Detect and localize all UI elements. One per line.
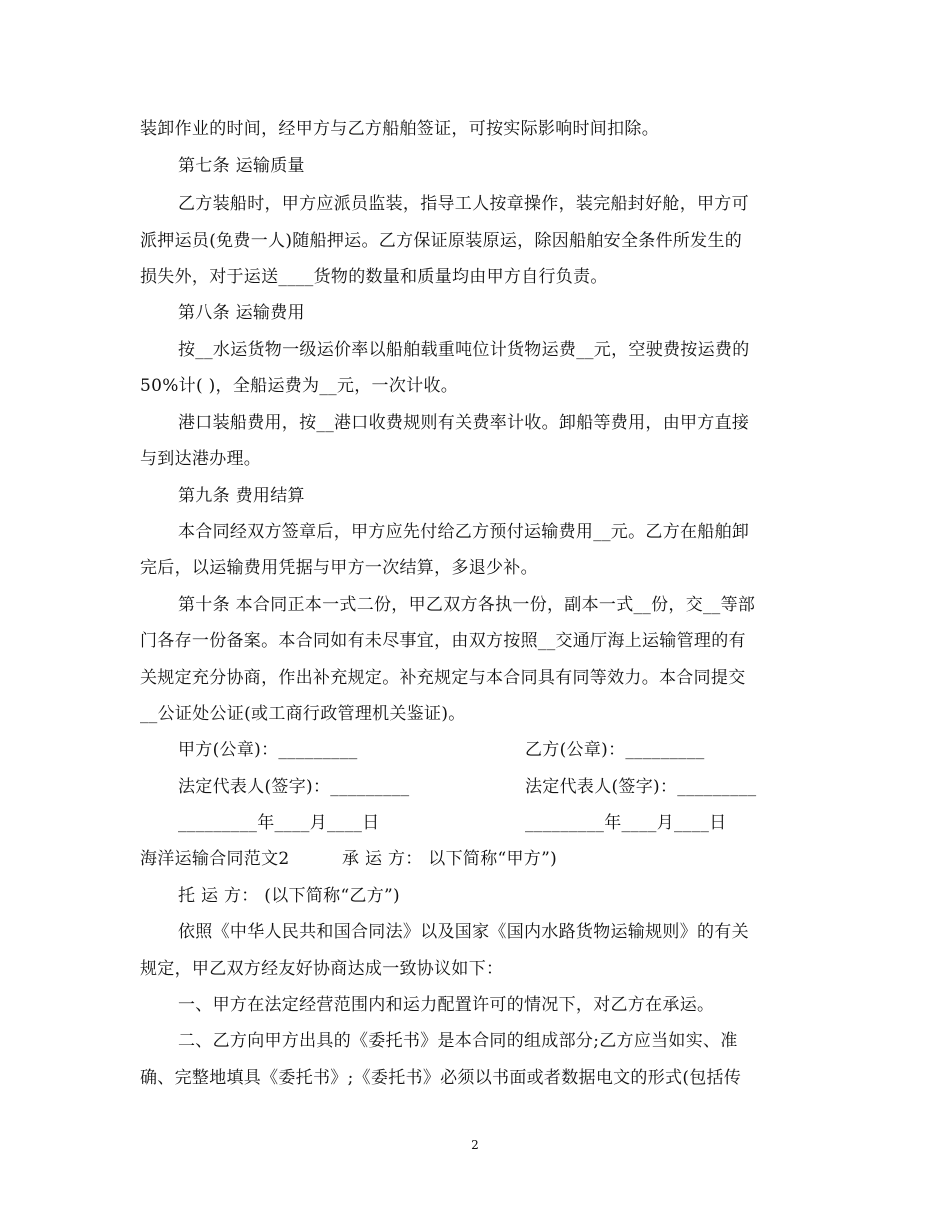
article-heading: 第七条 运输质量	[178, 156, 305, 176]
body-line: 完后，以运输费用凭据与甲方一次结算，多退少补。	[140, 558, 538, 578]
body-line: 二、乙方向甲方出具的《委托书》是本合同的组成部分;乙方应当如实、准	[178, 1031, 738, 1051]
article-heading: 第八条 运输费用	[178, 303, 305, 323]
body-line: 派押运员(免费一人)随船押运。乙方保证原装原运，除因船舶安全条件所发生的	[140, 231, 743, 251]
body-line: 与到达港办理。	[140, 449, 262, 469]
shipper-line: 托 运 方： (以下简称“乙方”)	[178, 886, 400, 906]
body-line: 一、甲方在法定经营范围内和运力配置许可的情况下，对乙方在承运。	[178, 995, 715, 1015]
carrier-line: 承 运 方： 以下简称“甲方”)	[342, 849, 558, 869]
body-line: 港口装船费用，按__港口收费规则有关费率计收。卸船等费用，由甲方直接	[178, 413, 750, 433]
body-line: 本合同经双方签章后，甲方应先付给乙方预付运输费用__元。乙方在船舶卸	[178, 522, 750, 542]
body-line: __公证处公证(或工商行政管理机关鉴证)。	[140, 704, 466, 724]
body-line: 依照《中华人民共和国合同法》以及国家《国内水路货物运输规则》的有关	[178, 922, 749, 942]
body-line: 关规定充分协商，作出补充规定。补充规定与本合同具有同等效力。本合同提交	[140, 668, 746, 688]
section-title: 海洋运输合同范文2	[140, 849, 290, 869]
article-heading: 第九条 费用结算	[178, 486, 305, 506]
body-line: 乙方装船时，甲方应派员监装，指导工人按章操作，装完船封好舱，甲方可	[178, 194, 749, 214]
party-a-representative-line: 法定代表人(签字)：_________	[178, 777, 410, 797]
body-line: 装卸作业的时间，经甲方与乙方船舶签证，可按实际影响时间扣除。	[140, 119, 659, 139]
body-line: 规定，甲乙双方经友好协商达成一致协议如下：	[140, 959, 504, 979]
body-line: 确、完整地填具《委托书》;《委托书》必须以书面或者数据电文的形式(包括传	[140, 1068, 742, 1088]
party-a-date-line: _________年____月____日	[178, 813, 380, 833]
party-a-seal-line: 甲方(公章)：_________	[178, 740, 358, 760]
body-line: 第十条 本合同正本一式二份，甲乙双方各执一份，副本一式__份，交__等部	[178, 595, 756, 615]
page-number: 2	[471, 1138, 479, 1152]
party-b-date-line: _________年____月____日	[525, 813, 727, 833]
party-b-seal-line: 乙方(公章)：_________	[525, 740, 705, 760]
body-line: 50%计( )，全船运费为__元，一次计收。	[140, 376, 459, 396]
body-line: 损失外，对于运送____货物的数量和质量均由甲方自行负责。	[140, 267, 608, 287]
body-line: 门各存一份备案。本合同如有未尽事宜，由双方按照__交通厅海上运输管理的有	[140, 631, 746, 651]
party-b-representative-line: 法定代表人(签字)：_________	[525, 777, 757, 797]
body-line: 按__水运货物一级运价率以船舶载重吨位计货物运费__元，空驶费按运费的	[178, 340, 750, 360]
